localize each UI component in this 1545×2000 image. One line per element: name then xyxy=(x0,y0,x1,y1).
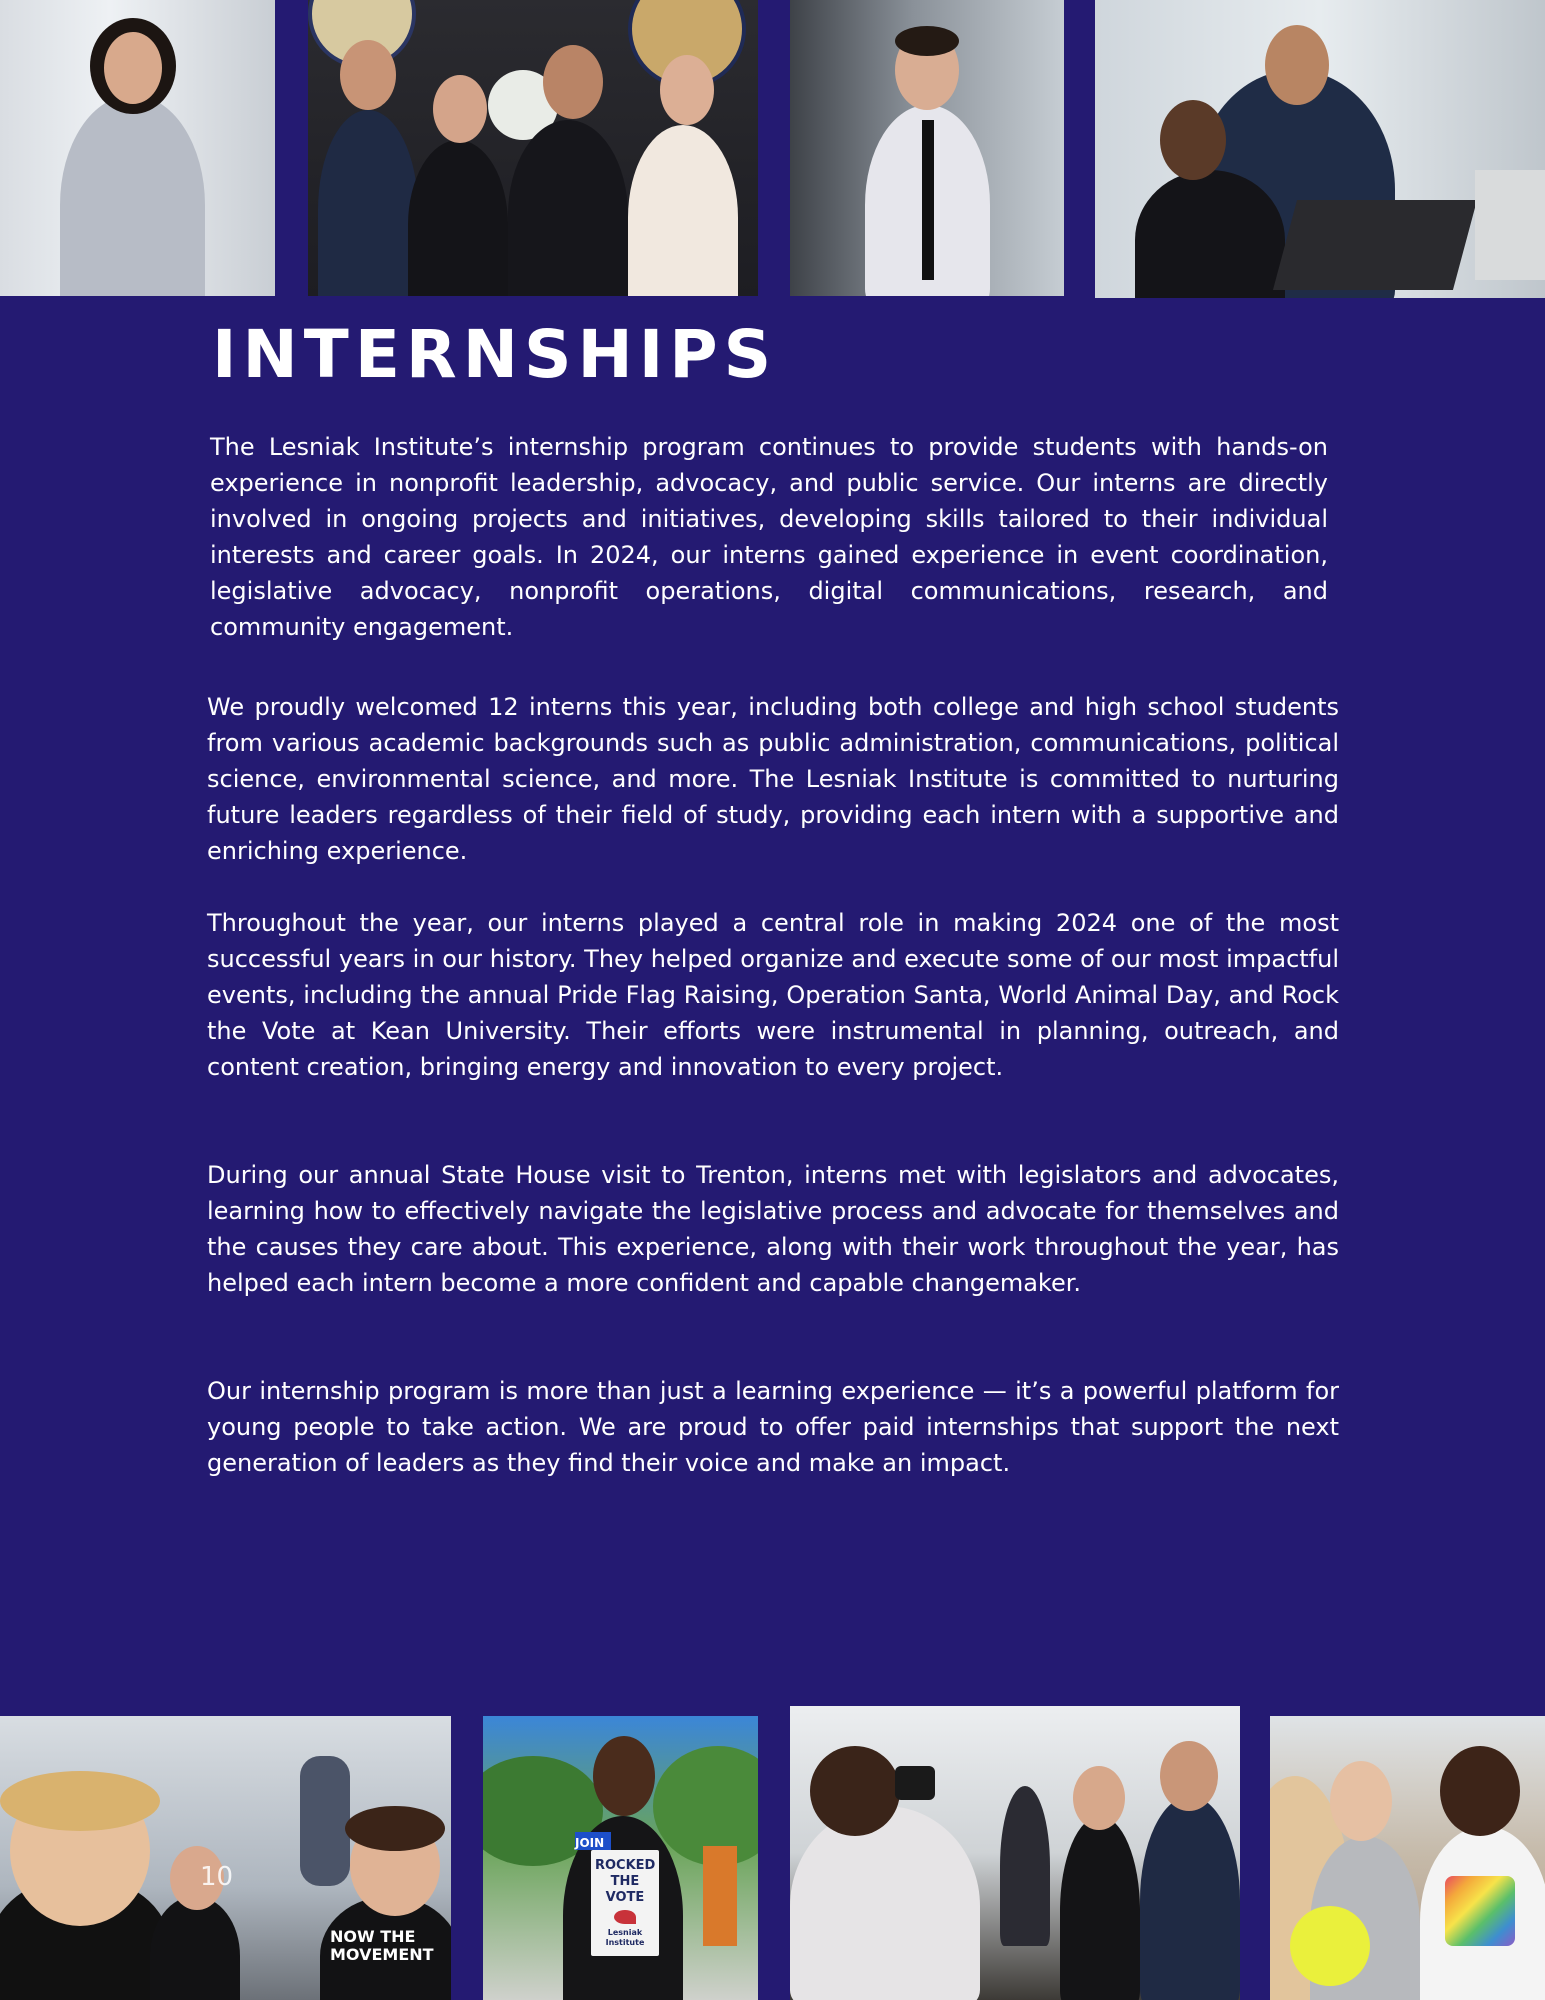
page-number: 10 xyxy=(200,1862,234,1892)
photo-interns-group-seal xyxy=(308,0,758,296)
page-title: INTERNSHIPS xyxy=(212,316,778,393)
photo-intern-portrait-man xyxy=(790,0,1064,296)
shirt-slogan: NOW THE MOVEMENT xyxy=(330,1927,434,1964)
photo-interns-at-laptop xyxy=(1095,0,1545,298)
paragraph-interns-welcomed: We proudly welcomed 12 interns this year, including both college and high school students from various academic backgrounds such as public administration, communications, political science, environmental science, and more. The Lesniak Institute is committed to nurturing future leaders regardless of their field of study, providing each intern with a supportive and enriching experience. xyxy=(207,693,1339,865)
paragraph-intro: The Lesniak Institute’s internship program continues to provide students with hands-on experience in nonprofit leadership, advocacy, and public service. Our interns are directly involved in ongoing projects and initiatives, developing skills tailored to their individual interests and career goals. In 2024, our interns gained experience in event coordination, legislative advocacy, nonprofit operations, digital communications, research, and community engagement. xyxy=(210,433,1328,641)
paragraph-program-closing: Our internship program is more than just a learning experience — it’s a powerful platform for young people to take action. We are proud to offer paid internships that support the next generation of leaders as they find their voice and make an impact. xyxy=(207,1377,1339,1477)
photo-interns-press-event xyxy=(790,1706,1240,2000)
rocked-the-vote-text: ROCKED THE VOTE xyxy=(595,1858,656,1905)
join-badge: JOIN xyxy=(575,1836,605,1850)
paragraph-state-house-visit: During our annual State House visit to Trenton, interns met with legislators and advocates, learning how to effectively navigate the legislative process and advocate for themselves and the causes they care about. This experience, along with their work throughout the year, has helped each intern become a more confident and capable changemaker. xyxy=(207,1161,1339,1297)
rocked-the-vote-sign-footer: Lesniak Institute xyxy=(605,1928,645,1947)
paragraph-year-events: Throughout the year, our interns played a central role in making 2024 one of the most successful years in our history. They helped organize and execute some of our most impactful events, including the annual Pride Flag Raising, Operation Santa, World Animal Day, and Rock the Vote at Kean University. Their efforts were instrumental in planning, outreach, and content creation, bringing energy and innovation to every project. xyxy=(207,909,1339,1081)
photo-intern-rocked-the-vote xyxy=(483,1716,758,2000)
rocked-the-vote-sign xyxy=(591,1850,659,1956)
photo-intern-portrait-woman xyxy=(0,0,275,296)
photo-interns-selfie-event xyxy=(0,1716,451,2000)
photo-interns-pride-event xyxy=(1270,1716,1545,2000)
